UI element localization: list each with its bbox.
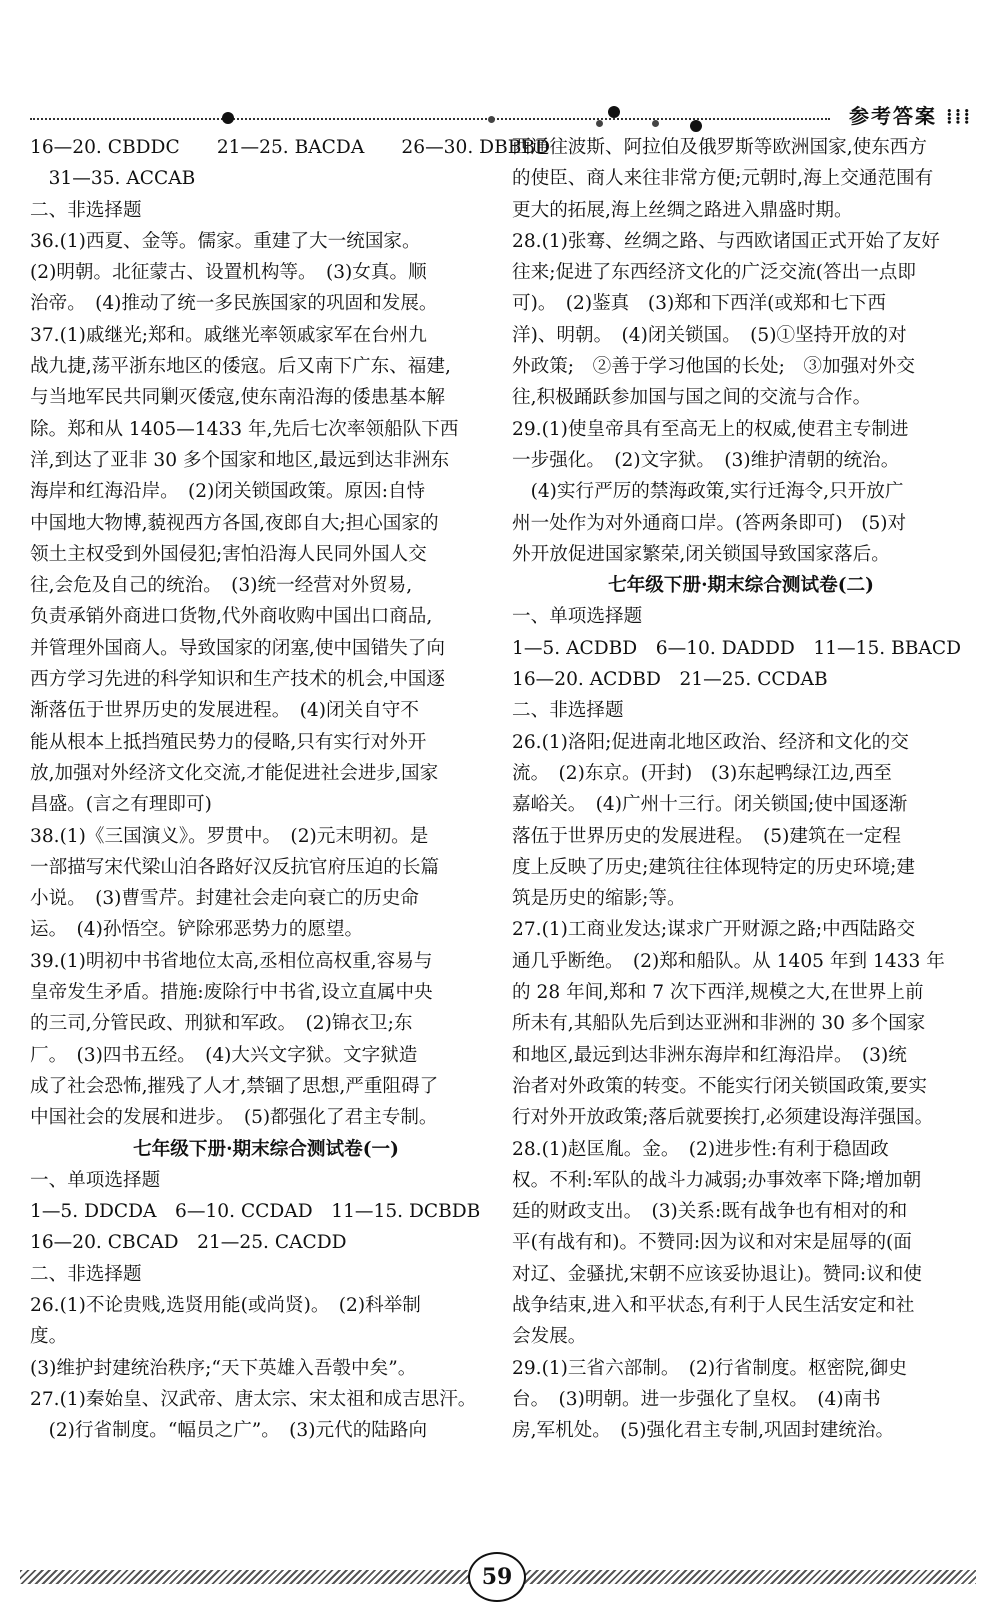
- text-line: 海岸和红海沿岸。 (2)闭关锁国政策。原因:自恃: [30, 481, 426, 503]
- text-line: 权。不利:军队的战斗力减弱;办事效率下降;增加朝: [512, 1169, 922, 1191]
- text-line: 外开放促进国家繁荣,闭关锁国导致国家落后。: [512, 543, 890, 565]
- text-line: 可)。 (2)鉴真 (3)郑和下西洋(或郑和七下西: [512, 293, 886, 315]
- text-line: 流。 (2)东京。(开封) (3)东起鸭绿江边,西至: [512, 762, 892, 784]
- text-line: 26.(1)洛阳;促进南北地区政治、经济和文化的交: [512, 731, 909, 753]
- text-line: (2)明朝。北征蒙古、设置机构等。 (3)女真。顺: [30, 262, 427, 284]
- right-column: [512, 132, 970, 1446]
- text-line: 小说。 (3)曹雪芹。封建社会走向衰亡的历史命: [30, 888, 419, 910]
- text-line: 28.(1)张骞、丝绸之路、与西欧诸国正式开始了友好: [512, 230, 940, 252]
- page-number: 59: [468, 1552, 526, 1602]
- text-line: 往,会危及自己的统治。 (3)统一经营对外贸易,: [30, 575, 413, 597]
- text-line: 成了社会恐怖,摧残了人才,禁锢了思想,严重阻碍了: [30, 1075, 439, 1097]
- text-line: (4)实行严厉的禁海政策,实行迁海令,只开放广: [512, 481, 904, 503]
- text-line: 会发展。: [512, 1326, 587, 1348]
- text-line: 36.(1)西夏、金等。儒家。重建了大一统国家。: [30, 230, 421, 252]
- text-line: 落伍于世界历史的发展进程。 (5)建筑在一定程: [512, 825, 901, 847]
- text-line: 西通往波斯、阿拉伯及俄罗斯等欧洲国家,使东西方: [512, 137, 927, 158]
- text-line: 度。: [30, 1326, 68, 1348]
- text-line: 除。郑和从 1405—1433 年,先后七次率领船队下西: [30, 418, 459, 440]
- text-line: 27.(1)秦始皇、汉武帝、唐太宗、宋太祖和成吉思汗。: [30, 1388, 477, 1410]
- text-line: 的使臣、商人来往非常方便;元朝时,海上交通范围有: [512, 168, 934, 190]
- text-line: 并管理外国商人。导致国家的闭塞,使中国错失了向: [30, 637, 445, 659]
- text-line: 治帝。 (4)推动了统一多民族国家的巩固和发展。: [30, 293, 438, 315]
- text-line: 往,积极踊跃参加国与国之间的交流与合作。: [512, 387, 872, 409]
- text-line: 洋)、明朝。 (4)闭关锁国。 (5)①坚持开放的对: [512, 324, 907, 346]
- text-line: 与当地军民共同剿灭倭寇,使东南沿海的倭患基本解: [30, 387, 445, 409]
- text-line: 1—5. DDCDA 6—10. CCDAD 11—15. DCBDB: [30, 1201, 481, 1223]
- text-line: 29.(1)三省六部制。 (2)行省制度。枢密院,御史: [512, 1357, 907, 1379]
- header-dot-decoration: [488, 116, 495, 123]
- text-line: 27.(1)工商业发达;谋求广开财源之路;中西陆路交: [512, 919, 916, 941]
- text-line: 16—20. CBCAD 21—25. CACDD: [30, 1232, 347, 1254]
- text-line: 七年级下册·期末综合测试卷(二): [608, 575, 874, 597]
- text-line: 29.(1)使皇帝具有至高无上的权威,使君主专制进: [512, 418, 909, 440]
- page-header-title: [849, 100, 972, 129]
- header-dot-decoration: [652, 120, 659, 127]
- text-line: (2)行省制度。“幅员之广”。 (3)元代的陆路向: [30, 1420, 428, 1442]
- text-line: 平(有战有和)。不赞同:因为议和对宋是屈辱的(面: [512, 1232, 912, 1254]
- text-line: 运。 (4)孙悟空。铲除邪恶势力的愿望。: [30, 919, 364, 941]
- text-line: 1—5. ACDBD 6—10. DADDD 11—15. BBACD: [512, 637, 961, 659]
- text-line: (3)维护封建统治秩序;“天下英雄入吾彀中矣”。: [30, 1357, 417, 1379]
- text-line: 渐落伍于世界历史的发展进程。 (4)闭关自守不: [30, 700, 419, 722]
- text-line: 度上反映了历史;建筑往往体现特定的历史环境;建: [512, 856, 915, 878]
- text-line: 领土主权受到外国侵犯;害怕沿海人民同外国人交: [30, 543, 427, 565]
- text-line: 37.(1)戚继光;郑和。戚继光率领戚家军在台州九: [30, 324, 427, 346]
- text-line: 对辽、金骚扰,宋朝不应该妥协退让)。赞同:议和使: [512, 1263, 922, 1285]
- text-line: 通几乎断绝。 (2)郑和船队。从 1405 年到 1433 年: [512, 950, 945, 972]
- text-line: 厂。 (3)四书五经。 (4)大兴文字狱。文字狱造: [30, 1044, 418, 1066]
- text-line: 一部描写宋代梁山泊各路好汉反抗官府压迫的长篇: [30, 856, 440, 878]
- text-line: 治者对外政策的转变。不能实行闭关锁国政策,要实: [512, 1075, 927, 1097]
- text-line: 廷的财政支出。 (3)关系:既有战争也有相对的和: [512, 1201, 908, 1223]
- text-line: 能从根本上抵挡殖民势力的侵略,只有实行对外开: [30, 731, 427, 753]
- text-line: 嘉峪关。 (4)广州十三行。闭关锁国;使中国逐渐: [512, 794, 908, 816]
- text-line: 二、非选择题: [30, 1263, 142, 1285]
- text-line: 往来;促进了东西经济文化的广泛交流(答出一点即: [512, 262, 916, 284]
- text-line: 战九捷,荡平浙东地区的倭寇。后又南下广东、福建,: [30, 356, 451, 378]
- text-line: 更大的拓展,海上丝绸之路进入鼎盛时期。: [512, 199, 853, 221]
- text-line: 的 28 年间,郑和 7 次下西洋,规模之大,在世界上前: [512, 982, 924, 1004]
- text-line: 战争结束,进入和平状态,有利于人民生活安定和社: [512, 1294, 915, 1316]
- text-line: 洋,到达了亚非 30 多个国家和地区,最远到达非洲东: [30, 449, 450, 471]
- text-line: 的三司,分管民政、刑狱和军政。 (2)锦衣卫;东: [30, 1013, 413, 1035]
- text-line: 行对外开放政策;落后就要挨打,必须建设海洋强国。: [512, 1107, 934, 1129]
- header-dot-decoration: [596, 120, 603, 127]
- header-dot-decoration: [690, 120, 702, 132]
- text-line: 二、非选择题: [512, 700, 624, 722]
- text-line: 28.(1)赵匡胤。金。 (2)进步性:有利于稳固政: [512, 1138, 889, 1160]
- text-line: 房,军机处。 (5)强化君主专制,巩固封建统治。: [512, 1420, 895, 1442]
- text-line: 皇帝发生矛盾。措施:废除行中书省,设立直属中央: [30, 982, 433, 1004]
- text-line: 州一处作为对外通商口岸。(答两条即可) (5)对: [512, 512, 907, 534]
- text-line: 二、非选择题: [30, 199, 142, 221]
- header-title-text: 参考答案: [849, 104, 938, 128]
- header-divider: [30, 118, 830, 120]
- text-line: 西方学习先进的科学知识和生产技术的机会,中国逐: [30, 669, 445, 691]
- text-line: 39.(1)明初中书省地位太高,丞相位高权重,容易与: [30, 950, 433, 972]
- text-line: 一、单项选择题: [512, 606, 643, 628]
- text-line: 中国地大物博,藐视西方各国,夜郎自大;担心国家的: [30, 512, 439, 534]
- text-line: 台。 (3)明朝。进一步强化了皇权。 (4)南书: [512, 1388, 881, 1410]
- text-line: 昌盛。(言之有理即可): [30, 794, 212, 816]
- text-line: 16—20. ACDBD 21—25. CCDAB: [512, 669, 828, 691]
- text-line: 38.(1)《三国演义》。罗贯中。 (2)元末明初。是: [30, 825, 429, 847]
- text-line: 31—35. ACCAB: [30, 168, 196, 190]
- text-line: 放,加强对外经济文化交流,才能促进社会进步,国家: [30, 762, 439, 784]
- text-line: 16—20. CBDDC 21—25. BACDA 26—30. DBBBD: [30, 137, 550, 158]
- text-line: 所未有,其船队先后到达亚洲和非洲的 30 多个国家: [512, 1013, 926, 1035]
- text-line: 一、单项选择题: [30, 1169, 161, 1191]
- header-dot-decoration: [222, 112, 234, 124]
- text-line: 和地区,最远到达非洲东海岸和红海沿岸。 (3)统: [512, 1044, 907, 1066]
- text-line: 负责承销外商进口货物,代外商收购中国出口商品,: [30, 606, 433, 628]
- text-line: 中国社会的发展和进步。 (5)都强化了君主专制。: [30, 1107, 438, 1129]
- text-line: 筑是历史的缩影;等。: [512, 888, 686, 910]
- text-line: 26.(1)不论贵贱,选贤用能(或尚贤)。 (2)科举制: [30, 1294, 421, 1316]
- text-line: 外政策; ②善于学习他国的长处; ③加强对外交: [512, 356, 915, 378]
- header-dot-decoration: [608, 106, 620, 118]
- header-grid-icon: ⁞⁞⁞: [946, 104, 972, 128]
- text-line: 一步强化。 (2)文字狱。 (3)维护清朝的统治。: [512, 449, 900, 471]
- text-line: 七年级下册·期末综合测试卷(一): [133, 1138, 399, 1160]
